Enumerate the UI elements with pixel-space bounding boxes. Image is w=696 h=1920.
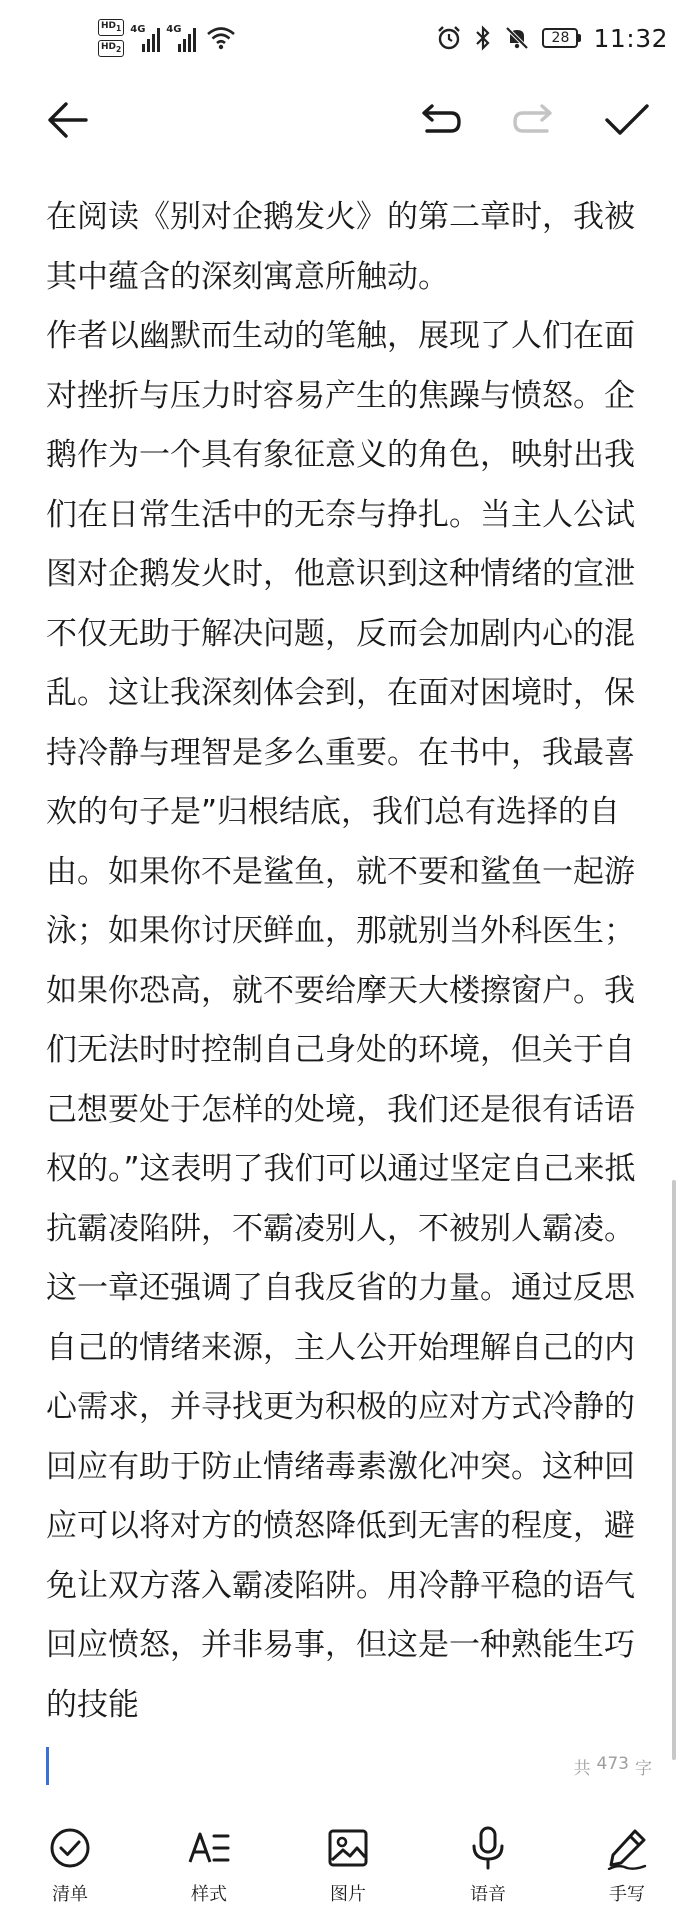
handwriting-button[interactable] — [577, 1826, 677, 1906]
status-right — [436, 18, 668, 58]
status-time: 11:32 — [593, 23, 668, 53]
redo-icon — [511, 104, 555, 136]
checklist-button[interactable] — [20, 1826, 120, 1906]
text-style-button[interactable] — [159, 1826, 259, 1906]
word-count — [574, 1754, 652, 1779]
microphone-icon — [470, 1826, 506, 1870]
battery-level: 28 — [542, 28, 578, 48]
scrollbar-thumb[interactable] — [672, 1180, 676, 1760]
image-label: 图片 — [330, 1884, 366, 1905]
scrollbar[interactable] — [672, 1180, 676, 1760]
sim-badges — [98, 19, 124, 57]
handwriting-label: 手写 — [609, 1884, 645, 1905]
network-type-2: 4G — [166, 24, 182, 35]
word-count-suffix: 字 — [635, 1759, 652, 1779]
checklist-label: 清单 — [52, 1884, 88, 1905]
alarm-icon — [436, 25, 462, 51]
sim1-hd-badge: $HD_1$ — [98, 19, 124, 36]
word-count-prefix: 共 — [573, 1759, 591, 1779]
silent-icon — [504, 25, 530, 51]
checklist-icon — [49, 1827, 91, 1869]
handwriting-pen-icon — [605, 1826, 649, 1870]
back-arrow-icon — [46, 100, 90, 140]
paragraph-2[interactable]: 作者以幽默而生动的笔触，展现了人们在面对挫折与压力时容易产生的焦躁与愤怒。企鹅作为一个具有象征意义的角色，映射出我们在日常生活中的无奈与挣扎。当主人公试图对企鹅发火时，他意识到这种情绪的宣泄不仅无助于解决问题，反而会加剧内心的混乱。这让我深刻体会到，在面对困境时，保持冷静与理智是多么重要。在书中，我最喜欢的句子是”归根结底，我们总有选择的自由。如果你不是鲨鱼，就不要和鲨鱼一起游泳；如果你讨厌鲜血，那就别当外科医生；如果你恐高，就不要给摩天大楼擦窗户。我们无法时时控制自己身处的环境，但关于自己想要处于怎样的处境，我们还是很有话语权的。”这表明了我们可以通过坚定自己来抵抗霸凌陷阱，不霸凌别人，不被别人霸凌。 — [46, 318, 636, 1247]
text-style-icon — [187, 1828, 231, 1868]
signal-icon — [130, 24, 160, 52]
back-button[interactable] — [38, 90, 98, 150]
undo-icon — [419, 104, 463, 136]
text-style-label: 样式 — [191, 1884, 227, 1905]
network-type-1: 4G — [130, 24, 146, 35]
sim2-hd-badge: $HD_2$ — [98, 40, 124, 57]
status-bar — [0, 0, 696, 76]
redo-button[interactable] — [503, 90, 563, 150]
bluetooth-icon — [474, 25, 492, 51]
save-confirm-button[interactable] — [597, 90, 657, 150]
battery-icon — [542, 28, 581, 48]
note-editor[interactable] — [46, 188, 656, 1785]
insert-image-button[interactable] — [298, 1826, 398, 1906]
text-cursor — [46, 1747, 49, 1785]
word-count-value: 473 — [596, 1754, 629, 1774]
paragraph-3[interactable]: 这一章还强调了自我反省的力量。通过反思自己的情绪来源，主人公开始理解自己的内心需求，并寻找更为积极的应对方式冷静的回应有助于防止情绪毒素激化冲突。这种回应可以将对方的愤怒降低到无害的程度，避免让双方落入霸凌陷阱。用冷静平稳的语气回应愤怒，并非易事，但这是一种熟能生巧的技能 — [46, 1270, 635, 1723]
image-icon — [327, 1827, 369, 1869]
undo-button[interactable] — [411, 90, 471, 150]
checkmark-icon — [604, 102, 650, 138]
voice-label: 语音 — [470, 1884, 506, 1905]
signal-icon — [166, 24, 196, 52]
status-left — [98, 14, 236, 62]
paragraph-1[interactable]: 在阅读《别对企鹅发火》的第二章时，我被其中蕴含的深刻寓意所触动。 — [46, 199, 635, 295]
editor-toolbar — [0, 76, 696, 166]
voice-button[interactable] — [438, 1826, 538, 1906]
bottom-toolbar — [0, 1818, 696, 1920]
wifi-icon — [206, 26, 236, 50]
